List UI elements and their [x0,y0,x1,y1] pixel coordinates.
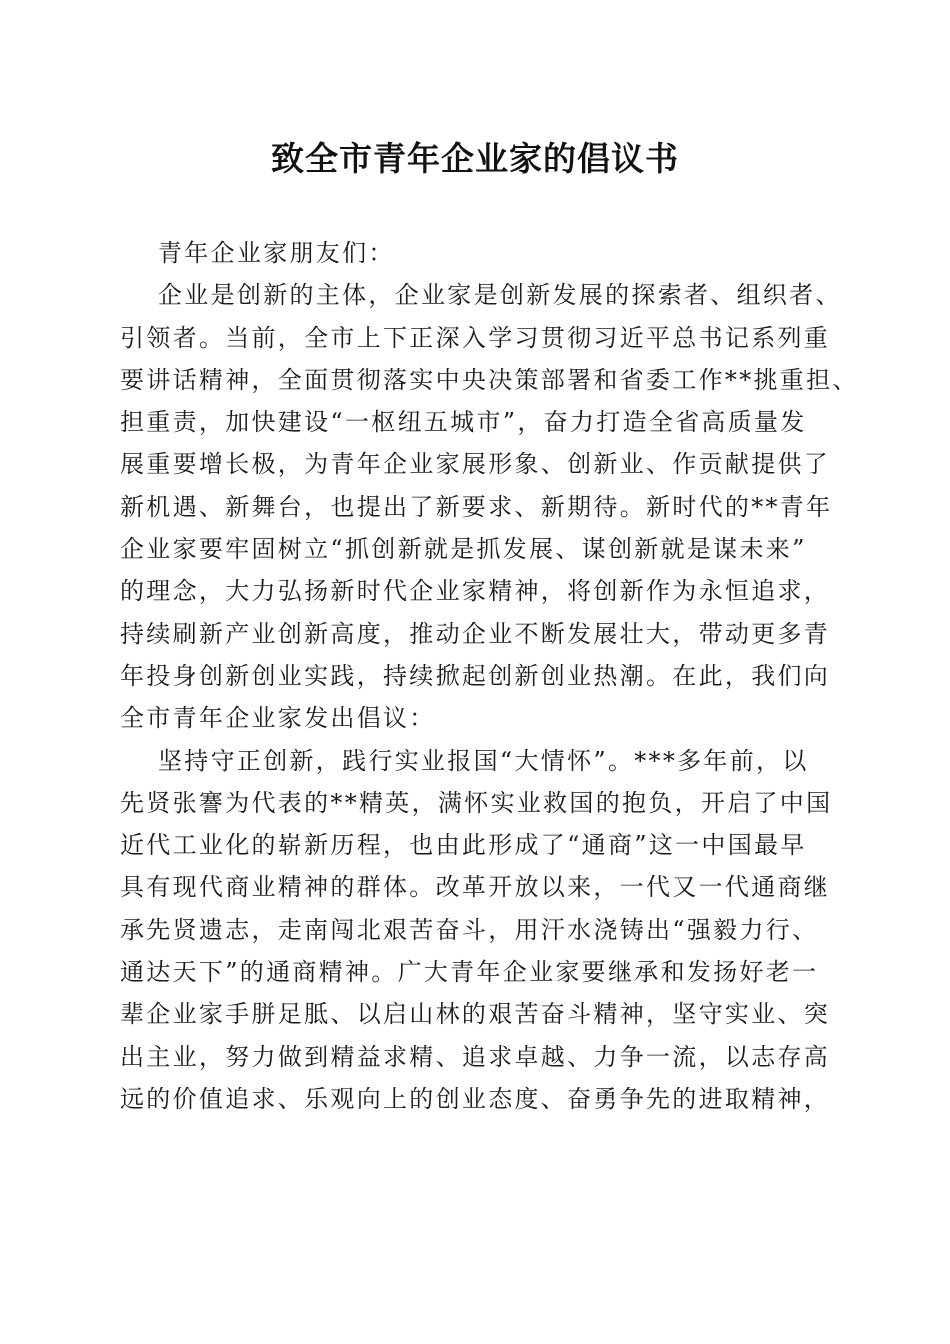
body-line: 引领者。当前，全市上下正深入学习贯彻习近平总书记系列重 [120,323,831,352]
body-line: 的理念，大力弘扬新时代企业家精神，将创新作为永恒追求， [120,577,831,606]
body-line: 坚持守正创新，践行实业报国“大情怀”。***多年前，以 [158,746,809,775]
body-line: 具有现代商业精神的群体。改革开放以来，一代又一代通商继 [120,873,831,902]
body-line: 持续刷新产业创新高度，推动企业不断发展壮大，带动更多青 [120,619,831,648]
body-line: 新机遇、新舞台，也提出了新要求、新期待。新时代的**青年 [120,492,833,521]
body-line: 远的价值追求、乐观向上的创业态度、奋勇争先的进取精神， [120,1084,831,1113]
body-line: 展重要增长极，为青年企业家展形象、创新业、作贡献提供了 [120,450,831,479]
body-line: 全市青年企业家发出倡议： [120,704,436,733]
body-line: 先贤张謇为代表的**精英，满怀实业救国的抱负，开启了中国 [120,788,833,817]
body-line: 企业家要牢固树立“抓创新就是抓发展、谋创新就是谋未来” [120,535,807,564]
body-line: 辈企业家手胼足胝、以启山林的艰苦奋斗精神，坚守实业、突 [120,1000,831,1029]
document-title: 致全市青年企业家的倡议书 [271,139,679,178]
body-line: 担重责，加快建设“一枢纽五城市”，奋力打造全省高质量发 [120,408,807,437]
body-line: 要讲话精神，全面贯彻落实中央决策部署和省委工作**挑重担、 [120,365,859,394]
document-body [120,232,859,1120]
body-line: 近代工业化的崭新历程，也由此形成了“通商”这一中国最早 [120,831,807,860]
body-line: 企业是创新的主体，企业家是创新发展的探索者、组织者、 [158,281,842,310]
body-line: 青年企业家朋友们： [158,239,395,267]
body-line: 承先贤遗志，走南闯北艰苦奋斗，用汗水浇铸出“强毅力行、 [120,915,819,944]
body-line: 出主业，努力做到精益求精、追求卓越、力争一流，以志存高 [120,1042,831,1071]
body-line: 通达天下”的通商精神。广大青年企业家要继承和发扬好老一 [120,958,819,987]
body-line: 年投身创新创业实践，持续掀起创新创业热潮。在此，我们向 [120,661,831,690]
